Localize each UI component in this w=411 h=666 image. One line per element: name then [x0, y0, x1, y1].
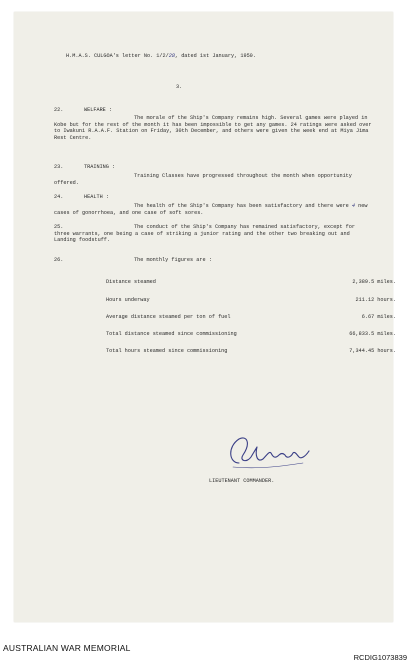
section-heading: HEALTH :: [84, 194, 109, 200]
figure-label: Hours underway: [106, 297, 150, 303]
reference-line: [66, 53, 256, 60]
reference-prefix: H.M.A.S. CULGOA's letter No. 1/2/: [66, 53, 169, 59]
figure-value: 2,389.5 miles.: [352, 279, 396, 285]
section-text: Training Classes have progressed throughout the month when opportunity offered.: [54, 173, 352, 186]
figure-row: [106, 331, 396, 338]
figure-value: 7,344.45 hours.: [349, 348, 396, 354]
figure-label: Average distance steamed per ton of fuel: [106, 314, 231, 320]
figure-row: [106, 314, 396, 321]
figure-row: [106, 279, 396, 286]
figure-label: Total distance steamed since commissioning: [106, 331, 237, 337]
figure-label: Total hours steamed since commissioning: [106, 348, 228, 354]
section-number: 25.: [54, 224, 64, 230]
archive-credit: AUSTRALIAN WAR MEMORIAL: [3, 643, 131, 653]
section-text-part: The health of the Ship's Company has been satisfactory and there were: [134, 203, 352, 209]
page-number: 3.: [176, 84, 183, 90]
section-text: The monthly figures are :: [134, 257, 212, 263]
section-number: 26.: [54, 257, 64, 263]
reference-date: , dated 1st January, 1950.: [174, 53, 256, 59]
section-text-part: new cases of gonorrhoea, and one case of soft sores.: [54, 203, 368, 216]
figure-row: [106, 348, 396, 355]
figure-value: 6.67 miles.: [361, 314, 396, 320]
section-number: 24.: [54, 194, 64, 200]
section-heading: WELFARE :: [84, 107, 113, 113]
section-heading: TRAINING :: [84, 164, 116, 170]
figure-row: [106, 297, 396, 304]
section-number: 22.: [54, 107, 64, 113]
document-page: [14, 12, 396, 622]
handwritten-count: 4: [351, 203, 356, 209]
handwritten-signature: [217, 433, 317, 483]
figure-value: 66,833.5 miles.: [349, 331, 396, 337]
section-number: 23.: [54, 164, 64, 170]
letter-body: [14, 12, 396, 622]
reference-handwritten-number: 28: [168, 53, 175, 59]
figure-value: 211.12 hours.: [355, 297, 396, 303]
figure-label: Distance steamed: [106, 279, 156, 285]
section-text: [54, 203, 372, 216]
archive-reference-id: RCDIG1073839: [353, 653, 407, 662]
section-text: The conduct of the Ship's Company has remained satisfactory, except for three warrants, one being a case of striking a junior rating and the other two breaking out and Landing foodstuff.: [54, 224, 356, 244]
section-text: The morale of the Ship's Company remains high. Several games were played in Kobe but for the rest of the month it has been impossible to get any games. 24 ratings were asked over to Iwakuni R.A.A.F. Station on Friday, 30th December, and others were given the week end at Miya Jima Rest Centre.: [54, 115, 372, 141]
signature-title: LIEUTENANT COMMANDER.: [209, 478, 275, 484]
